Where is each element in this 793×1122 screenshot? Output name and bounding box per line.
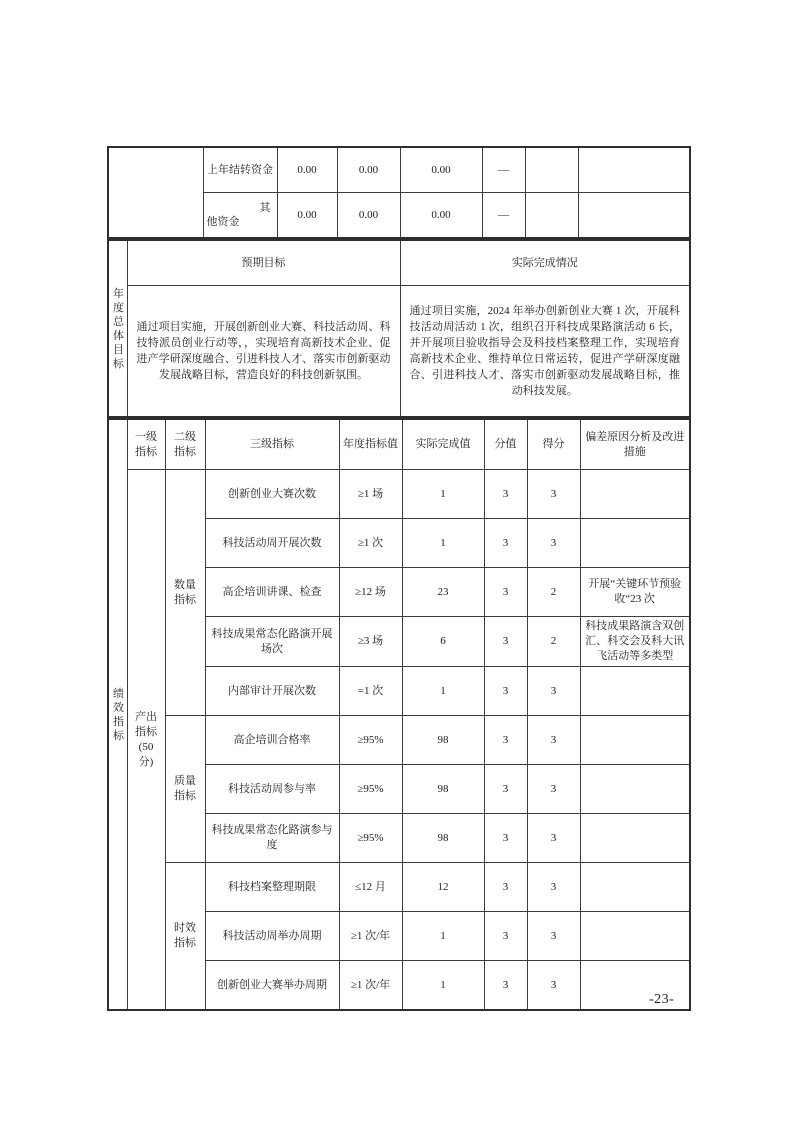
indicator-deviation (580, 667, 690, 716)
fund-left-spacer-cell (108, 147, 203, 238)
indicator-name: 科技活动周开展次数 (205, 519, 339, 568)
indicator-target: ≤12 月 (339, 863, 402, 912)
fund-value-cell: 0.00 (337, 147, 400, 193)
indicator-score-total: 3 (484, 716, 527, 765)
page-number: -23- (649, 992, 675, 1007)
level2-group-timeliness (165, 863, 205, 1011)
indicator-name: 科技成果常态化路演开展场次 (205, 617, 339, 667)
indicator-score-total: 3 (484, 470, 527, 519)
col-header-level3: 三级指标 (205, 419, 339, 470)
col-header-target: 年度指标值 (339, 419, 402, 470)
indicator-actual: 1 (402, 912, 484, 961)
indicator-score: 3 (527, 716, 580, 765)
indicator-actual: 1 (402, 470, 484, 519)
col-header-actual: 实际完成值 (402, 419, 484, 470)
indicator-score-total: 3 (484, 519, 527, 568)
indicator-actual: 23 (402, 568, 484, 617)
fund-row-label (203, 193, 277, 239)
indicator-score-total: 3 (484, 617, 527, 667)
col-header-score: 得分 (527, 419, 580, 470)
col-header-level1-text: 一级指标 (135, 430, 157, 458)
indicator-actual: 1 (402, 961, 484, 1011)
fund-value-cell (578, 193, 690, 239)
indicator-actual: 98 (402, 765, 484, 814)
fund-row-label: 上年结转资金 (203, 147, 277, 193)
actual-completion-paragraph: 通过项目实施，2024 年举办创新创业大赛 1 次，开展科技活动周活动 1 次，组织召开科技成果路演活动 6 长，并开展项目验收指导会及科技档案整理工作，实现培育高新技术企业、维持单位日常运转，促进产学研深度融合、引进科技人才、落实市创新驱动发展战略目标，推动科技发展。 (409, 305, 680, 397)
level2-group-quantity (165, 470, 205, 716)
col-header-level2 (165, 419, 205, 470)
indicator-name: 科技成果常态化路演参与度 (205, 814, 339, 863)
indicator-score: 3 (527, 912, 580, 961)
indicator-score: 3 (527, 470, 580, 519)
indicator-actual: 1 (402, 667, 484, 716)
indicator-deviation (580, 470, 690, 519)
fund-value-cell: 0.00 (400, 147, 482, 193)
performance-table (107, 146, 689, 1011)
indicator-name: 内部审计开展次数 (205, 667, 339, 716)
indicator-target: ≥95% (339, 814, 402, 863)
indicator-target: ≥3 场 (339, 617, 402, 667)
indicator-score-total: 3 (484, 568, 527, 617)
expected-goal-paragraph: 通过项目实施，开展创新创业大赛、科技活动周、科技特派员创业行动等，，实现培育高新技术企业、促进产学研深度融合、引进科技人才、落实市创新驱动发展战略目标，营造良好的科技创新氛围。 (136, 321, 391, 381)
indicators-vertical-label: 绩效指标 (113, 687, 124, 742)
indicator-target: ≥1 次 (339, 519, 402, 568)
table-row (108, 419, 690, 470)
level1-indicator-label: 产出指标(50分) (135, 710, 157, 768)
indicator-target: ≥95% (339, 765, 402, 814)
fund-value-cell (525, 147, 578, 193)
indicator-deviation: 开展“关键环节预验收“23 次 (580, 568, 690, 617)
annual-goal-vertical-label: 年度总体目标 (113, 287, 124, 370)
annual-goal-table (107, 239, 691, 418)
indicator-target: ≥95% (339, 716, 402, 765)
indicator-target: ≥1 次/年 (339, 912, 402, 961)
fund-value-cell: 0.00 (337, 193, 400, 239)
indicator-actual: 12 (402, 863, 484, 912)
indicator-score-total: 3 (484, 814, 527, 863)
indicator-actual: 98 (402, 814, 484, 863)
indicator-deviation (580, 863, 690, 912)
indicator-name: 科技活动周参与率 (205, 765, 339, 814)
col-header-deviation: 偏差原因分析及改进措施 (580, 419, 690, 470)
indicator-score: 2 (527, 617, 580, 667)
level1-indicator-cell (127, 470, 165, 1011)
indicator-score-total: 3 (484, 667, 527, 716)
fund-value-cell: — (482, 193, 525, 239)
fund-value-cell: 0.00 (277, 193, 337, 239)
fund-value-cell: 0.00 (277, 147, 337, 193)
actual-completion-text (400, 286, 690, 418)
indicator-name: 高企培训合格率 (205, 716, 339, 765)
indicator-score: 3 (527, 519, 580, 568)
fund-value-cell (525, 193, 578, 239)
indicator-deviation (580, 519, 690, 568)
level2-group-label: 数量指标 (174, 578, 196, 606)
indicator-deviation (580, 716, 690, 765)
col-header-level1 (127, 419, 165, 470)
fund-value-cell (578, 147, 690, 193)
table-row (108, 240, 690, 286)
fund-label-line: 他资金 (206, 216, 240, 228)
indicator-target: =1 次 (339, 667, 402, 716)
indicator-score-total: 3 (484, 765, 527, 814)
indicator-target: ≥12 场 (339, 568, 402, 617)
indicator-target: ≥1 场 (339, 470, 402, 519)
indicators-section-label (108, 419, 127, 1010)
fund-table (107, 146, 691, 239)
indicator-deviation (580, 912, 690, 961)
indicator-actual: 6 (402, 617, 484, 667)
indicator-deviation: 科技成果路演含双创汇、科交会及科大讯飞活动等多类型 (580, 617, 690, 667)
indicator-score-total: 3 (484, 961, 527, 1011)
table-row (108, 716, 690, 765)
indicator-target: ≥1 次/年 (339, 961, 402, 1011)
table-row (108, 286, 690, 418)
annual-goal-row-label (108, 240, 127, 417)
col-header-level2-text: 二级指标 (174, 430, 196, 458)
indicator-name: 创新创业大赛举办周期 (205, 961, 339, 1011)
level2-group-label: 时效指标 (174, 922, 196, 949)
indicator-name: 科技档案整理期限 (205, 863, 339, 912)
fund-label-line: 其 (259, 202, 271, 214)
indicator-deviation (580, 765, 690, 814)
indicator-actual: 1 (402, 519, 484, 568)
table-row (108, 863, 690, 912)
indicator-score: 3 (527, 765, 580, 814)
indicator-score: 3 (527, 814, 580, 863)
indicator-name: 科技活动周举办周期 (205, 912, 339, 961)
indicator-score-total: 3 (484, 863, 527, 912)
col-header-score-total: 分值 (484, 419, 527, 470)
level2-group-label: 质量指标 (174, 775, 196, 802)
indicator-score: 2 (527, 568, 580, 617)
indicator-name: 创新创业大赛次数 (205, 470, 339, 519)
fund-value-cell: 0.00 (400, 193, 482, 239)
indicator-actual: 98 (402, 716, 484, 765)
indicator-deviation (580, 814, 690, 863)
table-row (108, 147, 690, 193)
table-row (108, 470, 690, 519)
indicator-score: 3 (527, 961, 580, 1011)
indicator-score: 3 (527, 863, 580, 912)
indicator-score: 3 (527, 667, 580, 716)
level2-group-quality (165, 716, 205, 863)
indicator-score-total: 3 (484, 912, 527, 961)
indicator-name: 高企培训讲课、检查 (205, 568, 339, 617)
expected-goal-text (127, 286, 400, 418)
fund-value-cell: — (482, 147, 525, 193)
actual-completion-header: 实际完成情况 (400, 240, 690, 286)
expected-goal-header: 预期目标 (127, 240, 400, 286)
indicators-table (107, 418, 691, 1011)
